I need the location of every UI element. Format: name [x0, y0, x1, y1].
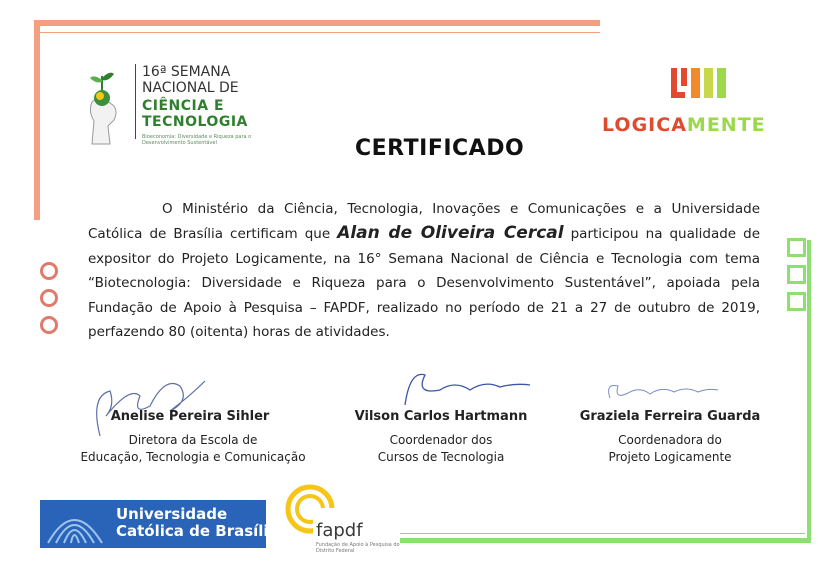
- frame-top-inner-line: [40, 32, 600, 33]
- decor-circle-icon: [40, 289, 58, 307]
- decor-square-icon: [787, 292, 806, 311]
- decor-circle-icon: [40, 262, 58, 280]
- frame-left-border: [34, 20, 40, 220]
- fapdf-wordmark: fapdf: [316, 520, 363, 541]
- signature-name-3: Graziela Ferreira Guarda: [579, 409, 761, 424]
- signature-role-3: Coordenadora do Projeto Logicamente: [608, 433, 732, 464]
- fapdf-subtitle: Fundação de Apoio à Pesquisa do Distrito Federal: [316, 542, 400, 554]
- signature-role-2: Coordenador dos Cursos de Tecnologia: [377, 433, 505, 464]
- snct-divider: [135, 64, 136, 139]
- decor-square-icon: [787, 238, 806, 257]
- signature-name-1: Anelise Pereira Sihler: [110, 409, 270, 424]
- certificate-title: CERTIFICADO: [355, 136, 525, 161]
- frame-bottom-inner-line: [400, 533, 805, 534]
- decor-square-icon: [787, 265, 806, 284]
- frame-right-border: [807, 240, 811, 543]
- signature-scribble-2: [385, 365, 535, 414]
- logicamente-wordmark: LOGICAMENTE: [602, 114, 766, 136]
- frame-bottom-border: [400, 538, 810, 543]
- certificate-body: [88, 197, 760, 344]
- snct-tagline: Bioeconomia: Diversidade e Riqueza para o Desenvolvimento Sustentável: [142, 134, 252, 146]
- snct-title: 16ª SEMANA NACIONAL DE: [142, 64, 239, 96]
- body-text-details: participou na qualidade de expositor do Projeto Logicamente, na 16° Semana Nacional de Ciência e Tecnologia com tema “Biotecnologia: Diversidade e Riqueza para o Desenvolvimento Sustentável”, apoiada pela Fundação de Apoio à Pesquisa – FAPDF, realizado no período de 21 a 27 de outubro de 2019, perfazendo 80 (oitenta) horas de atividades.: [88, 226, 761, 341]
- signature-scribble-3: [600, 378, 740, 410]
- ucb-wordmark: Universidade Católica de Brasília: [116, 505, 279, 540]
- frame-top-border: [40, 20, 600, 26]
- decor-circle-icon: [40, 316, 58, 334]
- recipient-name: Alan de Oliveira Cercal: [337, 223, 564, 244]
- snct-hand-plant-icon: [80, 66, 130, 150]
- ucb-emblem-icon: [44, 503, 106, 549]
- body-text-intro: O Ministério da Ciência, Tecnologia, Inovações e Comunicações e a Universidade Católica de Brasília certificam que: [88, 201, 760, 243]
- signature-name-2: Vilson Carlos Hartmann: [354, 409, 528, 424]
- signature-role-1: Diretora da Escola de Educação, Tecnologia e Comunicação: [80, 433, 306, 464]
- logicamente-logo-icon: [669, 66, 729, 100]
- snct-subtitle: CIÊNCIA E TECNOLOGIA: [142, 98, 248, 130]
